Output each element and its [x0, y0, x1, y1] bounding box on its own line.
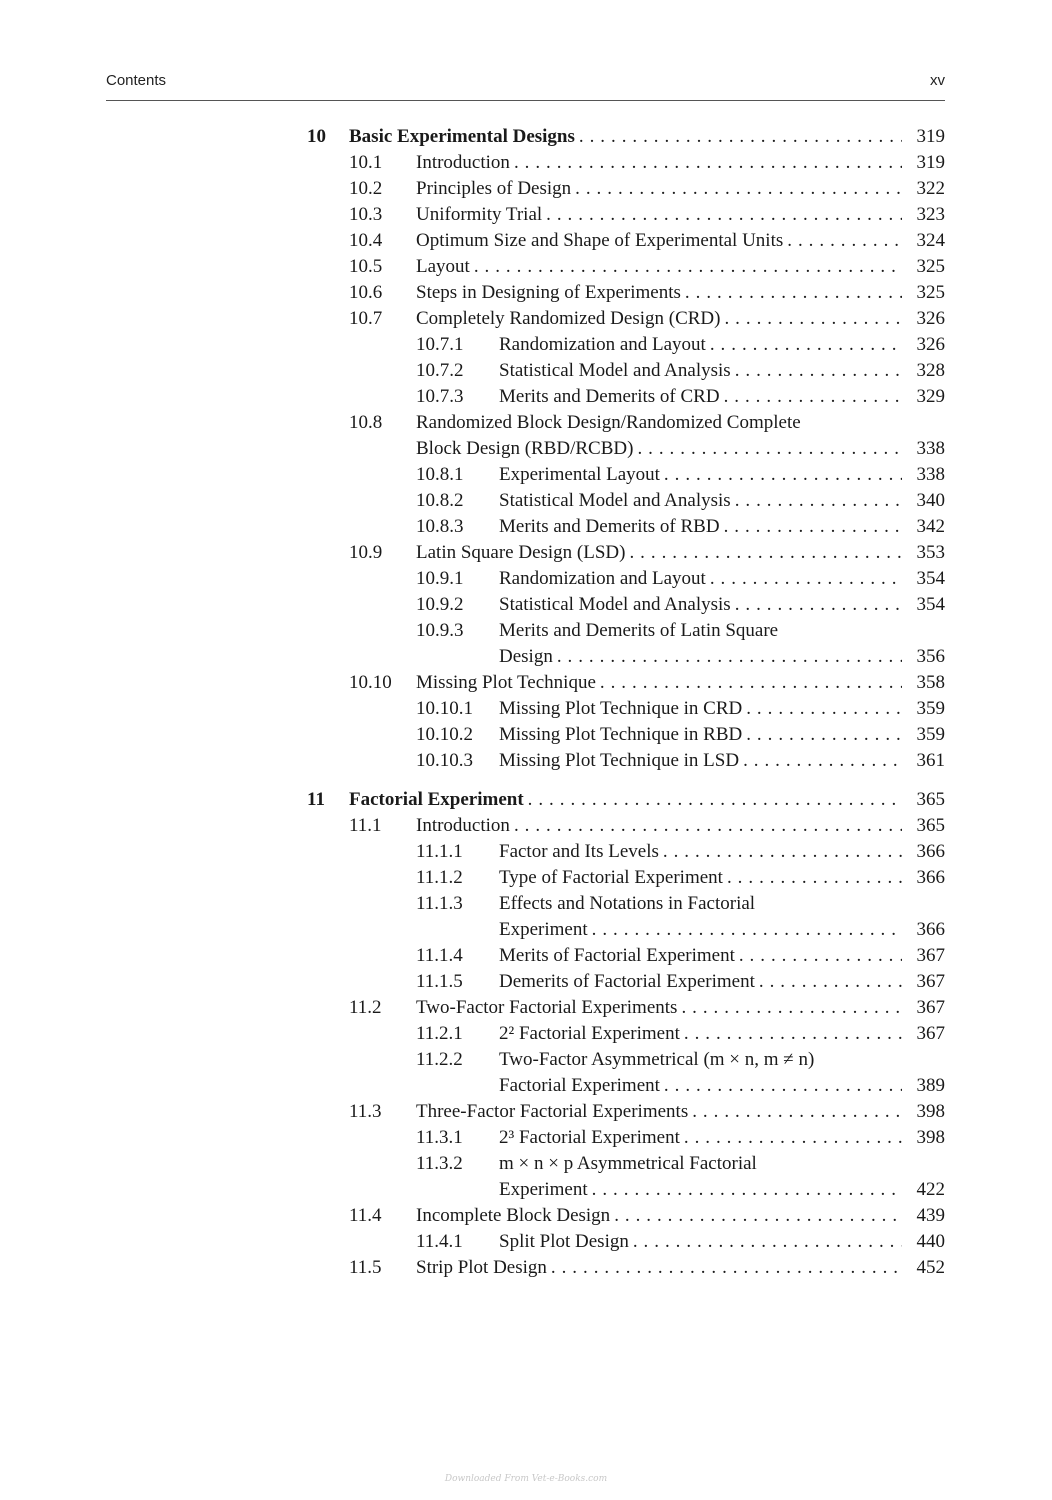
toc-entry-page: 338 [916, 464, 945, 485]
toc-entry-text [499, 1125, 902, 1151]
toc-entry[interactable] [0, 943, 1052, 969]
toc-entry-number: 10.7.3 [416, 386, 464, 407]
toc-entry-number: 11.3.2 [416, 1153, 463, 1174]
toc-entry[interactable] [0, 176, 1052, 202]
dot-leader [664, 462, 902, 488]
dot-leader [735, 488, 902, 514]
toc-entry-title: Factorial Experiment [499, 1075, 660, 1096]
toc-entry[interactable] [0, 410, 1052, 436]
toc-entry-title: Effects and Notations in Factorial [499, 893, 756, 914]
toc-entry-text [499, 1073, 902, 1099]
toc-entry[interactable] [0, 748, 1052, 774]
toc-entry-number: 10.8.1 [416, 464, 464, 485]
dot-leader [724, 514, 902, 540]
dot-leader [685, 280, 902, 306]
dot-leader [724, 306, 902, 332]
toc-entry-number: 10.9.3 [416, 620, 464, 641]
toc-entry[interactable] [0, 891, 1052, 917]
toc-entry-text [416, 228, 902, 254]
toc-entry-title: Design [499, 646, 553, 667]
toc-entry-number: 10.4 [349, 230, 383, 251]
toc-entry-title: Merits and Demerits of Latin Square [499, 620, 779, 641]
toc-entry-text [499, 462, 902, 488]
toc-entry-title: Two-Factor Factorial Experiments [416, 997, 678, 1018]
toc-entry-number: 10.9.1 [416, 568, 464, 589]
toc-entry-number: 11.5 [349, 1257, 382, 1278]
toc-entry-page: 329 [916, 386, 945, 407]
dot-leader [710, 566, 902, 592]
toc-entry-page: 354 [916, 568, 945, 589]
toc-entry-text [416, 670, 902, 696]
dot-leader [514, 813, 902, 839]
toc-entry-number: 10.7.1 [416, 334, 464, 355]
toc-entry-number: 11.1 [349, 815, 382, 836]
toc-entry-number: 10.9.2 [416, 594, 464, 615]
toc-entry[interactable] [0, 1151, 1052, 1177]
dot-leader [681, 995, 902, 1021]
toc-entry-title: Missing Plot Technique in CRD [499, 698, 743, 719]
toc-entry-number: 11.4 [349, 1205, 382, 1226]
toc-entry-title: Statistical Model and Analysis [499, 594, 731, 615]
toc-entry-page: 325 [916, 282, 945, 303]
dot-leader [600, 670, 902, 696]
toc-entry-title: Basic Experimental Designs [349, 126, 575, 147]
toc-entry[interactable] [0, 813, 1052, 839]
toc-entry-title: Completely Randomized Design (CRD) [416, 308, 721, 329]
toc-entry[interactable] [0, 1099, 1052, 1125]
toc-entry-page: 323 [916, 204, 945, 225]
toc-entry-text [499, 839, 902, 865]
dot-leader [637, 436, 902, 462]
toc-entry[interactable] [0, 670, 1052, 696]
toc-entry[interactable] [0, 384, 1052, 410]
toc-entry-number: 10.3 [349, 204, 383, 225]
dot-leader [614, 1203, 902, 1229]
toc-entry[interactable] [0, 254, 1052, 280]
toc-entry-text [416, 150, 902, 176]
toc-entry-number: 10.10 [349, 672, 392, 693]
dot-leader [551, 1255, 902, 1281]
toc-entry-number: 11.1.5 [416, 971, 463, 992]
toc-entry-text [499, 696, 902, 722]
dot-leader [684, 1125, 902, 1151]
toc-entry[interactable] [0, 332, 1052, 358]
dot-leader [710, 332, 902, 358]
toc-entry-page: 319 [916, 126, 945, 147]
toc-entry-page: 338 [916, 438, 945, 459]
dot-leader [746, 722, 902, 748]
toc-entry[interactable] [0, 1021, 1052, 1047]
toc-entry-title: Strip Plot Design [416, 1257, 547, 1278]
dot-leader [743, 748, 902, 774]
toc-entry-title: Factor and Its Levels [499, 841, 659, 862]
toc-entry-number: 10.7 [349, 308, 383, 329]
toc-entry-page: 389 [916, 1075, 945, 1096]
toc-entry-page: 398 [916, 1101, 945, 1122]
dot-leader [663, 839, 902, 865]
toc-entry-title: Randomized Block Design/Randomized Complete [416, 412, 801, 433]
toc-entry-text [499, 943, 902, 969]
toc-entry-number: 11 [307, 789, 325, 810]
toc-entry-page: 356 [916, 646, 945, 667]
toc-entry-page: 359 [916, 698, 945, 719]
toc-entry-text [416, 813, 902, 839]
toc-entry-number: 10.6 [349, 282, 383, 303]
toc-entry[interactable] [0, 644, 1052, 670]
toc-entry-text [499, 514, 902, 540]
toc-entry-text [499, 1177, 902, 1203]
toc-entry-page: 353 [916, 542, 945, 563]
toc-entry-title: Merits and Demerits of RBD [499, 516, 720, 537]
toc-entry-title: 2² Factorial Experiment [499, 1023, 680, 1044]
toc-entry[interactable] [0, 1125, 1052, 1151]
toc-entry-text [499, 969, 902, 995]
dot-leader [592, 917, 902, 943]
dot-leader [739, 943, 902, 969]
toc-entry-text [499, 358, 902, 384]
dot-leader [724, 384, 902, 410]
toc-entry-title: Steps in Designing of Experiments [416, 282, 681, 303]
toc-entry-title: Split Plot Design [499, 1231, 629, 1252]
toc-entry[interactable] [0, 722, 1052, 748]
toc-entry[interactable] [0, 124, 1052, 150]
toc-entry-title: Factorial Experiment [349, 789, 524, 810]
toc-entry-text [416, 1255, 902, 1281]
toc-entry-text [416, 995, 902, 1021]
toc-entry-number: 10.8.2 [416, 490, 464, 511]
toc-entry[interactable] [0, 1255, 1052, 1281]
toc-entry-text [416, 254, 902, 280]
toc-entry-page: 326 [916, 308, 945, 329]
toc-entry-title: Two-Factor Asymmetrical (m × n, m ≠ n) [499, 1049, 815, 1070]
dot-leader [787, 228, 902, 254]
toc-entry-number: 11.2.1 [416, 1023, 463, 1044]
toc-entry-text [349, 787, 902, 813]
toc-entry[interactable] [0, 592, 1052, 618]
toc-entry-number: 10.10.1 [416, 698, 473, 719]
toc-entry-text [499, 1151, 757, 1177]
toc-entry[interactable] [0, 696, 1052, 722]
toc-entry-text [499, 618, 778, 644]
toc-entry-number: 10.10.2 [416, 724, 473, 745]
toc-entry-title: Three-Factor Factorial Experiments [416, 1101, 689, 1122]
toc-entry[interactable] [0, 787, 1052, 813]
toc-entry-number: 10.8.3 [416, 516, 464, 537]
toc-entry-title: Experiment [499, 919, 588, 940]
toc-entry-number: 11.1.2 [416, 867, 463, 888]
toc-entry-number: 11.3 [349, 1101, 382, 1122]
dot-leader [575, 176, 902, 202]
toc-entry[interactable] [0, 358, 1052, 384]
toc-entry-text [499, 488, 902, 514]
toc-entry[interactable] [0, 839, 1052, 865]
toc-entry-page: 319 [916, 152, 945, 173]
dot-leader [557, 644, 902, 670]
toc-entry[interactable] [0, 566, 1052, 592]
toc-entry-title: Randomization and Layout [499, 334, 706, 355]
toc-entry-page: 439 [916, 1205, 945, 1226]
toc-entry-text [416, 176, 902, 202]
toc-entry-number: 10.5 [349, 256, 383, 277]
toc-entry[interactable] [0, 1229, 1052, 1255]
toc-entry[interactable] [0, 1177, 1052, 1203]
toc-entry-number: 10.9 [349, 542, 383, 563]
toc-entry[interactable] [0, 228, 1052, 254]
dot-leader [629, 540, 902, 566]
toc-entry-number: 11.2 [349, 997, 382, 1018]
toc-entry-number: 10.8 [349, 412, 383, 433]
toc-entry[interactable] [0, 917, 1052, 943]
toc-entry-title: Merits of Factorial Experiment [499, 945, 735, 966]
toc-entry[interactable] [0, 540, 1052, 566]
toc-entry-page: 440 [916, 1231, 945, 1252]
toc-entry-title: Block Design (RBD/RCBD) [416, 438, 634, 459]
toc-entry-number: 10.7.2 [416, 360, 464, 381]
toc-entry-text [416, 410, 801, 436]
toc-entry-page: 324 [916, 230, 945, 251]
toc-entry-title: Introduction [416, 152, 510, 173]
toc-entry-text [499, 332, 902, 358]
toc-entry[interactable] [0, 202, 1052, 228]
dot-leader [727, 865, 902, 891]
toc-entry-text [499, 384, 902, 410]
toc-entry-title: Introduction [416, 815, 510, 836]
toc-entry-text [416, 306, 902, 332]
toc-entry-page: 367 [916, 945, 945, 966]
toc-entry-title: Layout [416, 256, 470, 277]
toc-entry-title: Experiment [499, 1179, 588, 1200]
toc-entry[interactable] [0, 969, 1052, 995]
toc-entry-number: 10 [307, 126, 326, 147]
toc-entry-number: 11.1.1 [416, 841, 463, 862]
toc-entry-title: Type of Factorial Experiment [499, 867, 723, 888]
toc-entry-text [499, 1229, 902, 1255]
toc-entry-title: Demerits of Factorial Experiment [499, 971, 755, 992]
toc-entry-page: 452 [916, 1257, 945, 1278]
toc-entry-text [416, 1099, 902, 1125]
toc-entry-page: 422 [916, 1179, 945, 1200]
toc-entry-text [499, 1021, 902, 1047]
toc-entry-text [499, 917, 902, 943]
toc-entry-page: 326 [916, 334, 945, 355]
toc-entry-number: 11.1.3 [416, 893, 463, 914]
running-head-page-number: xv [930, 72, 945, 89]
dot-leader [579, 124, 902, 150]
toc-entry-page: 354 [916, 594, 945, 615]
toc-entry-page: 366 [916, 919, 945, 940]
toc-entry-number: 11.4.1 [416, 1231, 463, 1252]
dot-leader [735, 592, 902, 618]
dot-leader [746, 696, 902, 722]
toc-entry[interactable] [0, 995, 1052, 1021]
toc-entry-page: 328 [916, 360, 945, 381]
header-rule [106, 100, 945, 101]
running-head [106, 72, 945, 94]
dot-leader [633, 1229, 902, 1255]
toc-entry-page: 367 [916, 997, 945, 1018]
toc-entry-title: Statistical Model and Analysis [499, 360, 731, 381]
running-head-title: Contents [106, 72, 167, 89]
toc-entry-text [416, 280, 902, 306]
dot-leader [692, 1099, 902, 1125]
toc-entry-page: 322 [916, 178, 945, 199]
toc-entry-page: 367 [916, 971, 945, 992]
toc-entry-text [349, 124, 902, 150]
toc-entry-text [416, 1203, 902, 1229]
toc-entry-title: 2³ Factorial Experiment [499, 1127, 680, 1148]
toc-entry-text [499, 1047, 814, 1073]
toc-entry-text [499, 592, 902, 618]
toc-entry-text [499, 566, 902, 592]
toc-entry-page: 367 [916, 1023, 945, 1044]
toc-entry-title: Optimum Size and Shape of Experimental Units [416, 230, 784, 251]
toc-entry[interactable] [0, 1203, 1052, 1229]
toc-entry-number: 10.1 [349, 152, 383, 173]
toc-entry[interactable] [0, 1047, 1052, 1073]
toc-entry-page: 366 [916, 867, 945, 888]
toc-entry-text [499, 722, 902, 748]
toc-entry-text [416, 540, 902, 566]
toc-entry-title: Missing Plot Technique in LSD [499, 750, 740, 771]
dot-leader [474, 254, 902, 280]
toc-entry-title: Latin Square Design (LSD) [416, 542, 626, 563]
toc-entry-title: m × n × p Asymmetrical Factorial [499, 1153, 757, 1174]
dot-leader [592, 1177, 902, 1203]
dot-leader [684, 1021, 902, 1047]
toc-entry-number: 11.2.2 [416, 1049, 463, 1070]
toc-entry-title: Uniformity Trial [416, 204, 543, 225]
toc-entry-title: Experimental Layout [499, 464, 660, 485]
dot-leader [664, 1073, 902, 1099]
toc-entry-text [499, 748, 902, 774]
dot-leader [528, 787, 902, 813]
toc-entry-title: Randomization and Layout [499, 568, 706, 589]
watermark: Downloaded From Vet-e-Books.com [444, 1474, 608, 1484]
toc-entry-number: 11.1.4 [416, 945, 463, 966]
toc-entry-page: 325 [916, 256, 945, 277]
toc-entry-number: 11.3.1 [416, 1127, 463, 1148]
dot-leader [735, 358, 902, 384]
toc-entry-text [416, 202, 902, 228]
toc-entry-page: 340 [916, 490, 945, 511]
toc-entry[interactable] [0, 150, 1052, 176]
toc-entry-page: 359 [916, 724, 945, 745]
toc-entry-page: 398 [916, 1127, 945, 1148]
toc-entry-page: 361 [916, 750, 945, 771]
toc-entry[interactable] [0, 514, 1052, 540]
toc-entry[interactable] [0, 488, 1052, 514]
toc-entry-text [499, 891, 755, 917]
toc-entry-title: Statistical Model and Analysis [499, 490, 731, 511]
toc-entry-page: 358 [916, 672, 945, 693]
dot-leader [759, 969, 902, 995]
toc-entry[interactable] [0, 306, 1052, 332]
toc-entry-title: Merits and Demerits of CRD [499, 386, 720, 407]
toc-entry-title: Incomplete Block Design [416, 1205, 611, 1226]
toc-entry-number: 10.2 [349, 178, 383, 199]
toc-entry-title: Missing Plot Technique [416, 672, 596, 693]
dot-leader [514, 150, 902, 176]
toc-entry-page: 365 [916, 815, 945, 836]
toc-entry[interactable] [0, 436, 1052, 462]
dot-leader [546, 202, 902, 228]
toc-entry-title: Principles of Design [416, 178, 572, 199]
toc-entry-text [416, 436, 902, 462]
toc-entry-page: 366 [916, 841, 945, 862]
toc-entry-number: 10.10.3 [416, 750, 473, 771]
toc-entry-title: Missing Plot Technique in RBD [499, 724, 743, 745]
toc-entry-text [499, 644, 902, 670]
toc-entry-text [499, 865, 902, 891]
toc-entry[interactable] [0, 865, 1052, 891]
toc-entry-page: 342 [916, 516, 945, 537]
toc-entry[interactable] [0, 280, 1052, 306]
toc-entry[interactable] [0, 1073, 1052, 1099]
toc-entry[interactable] [0, 618, 1052, 644]
toc-entry[interactable] [0, 462, 1052, 488]
toc-entry-page: 365 [916, 789, 945, 810]
